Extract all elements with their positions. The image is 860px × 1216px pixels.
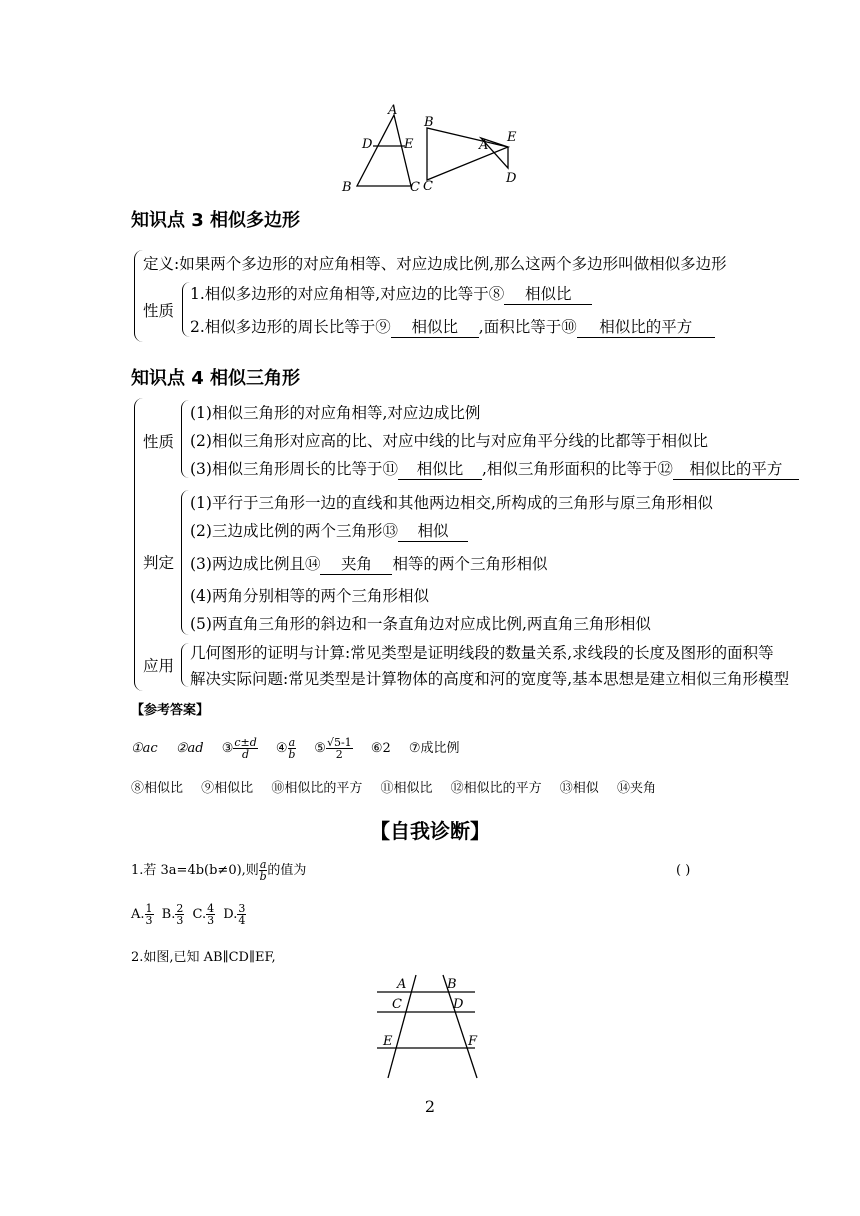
kp3-outer-brace: [134, 250, 143, 342]
kp3-property-1: [190, 282, 592, 305]
answers-row-2: [131, 777, 656, 796]
answer-1: ①ac: [131, 741, 158, 756]
kp4-property-brace: [181, 400, 189, 478]
label-b2: B: [424, 115, 434, 130]
answers-title: 【参考答案】: [131, 703, 210, 718]
figure-similar-triangles: [330, 100, 530, 200]
kp3-property-brace: [182, 282, 190, 337]
q1-choices: [131, 903, 246, 926]
answer-8: ⑧相似比: [131, 781, 184, 796]
kp4-judge-brace: [181, 490, 189, 635]
kp4-judge2-prefix: (2)三边成比例的两个三角形⑬: [190, 522, 398, 540]
answer-14: ⑭夹角: [616, 781, 656, 796]
fig2-label-c: C: [392, 997, 402, 1012]
answer-5: ⑤ $\frac{√5-1}{2}$: [314, 736, 352, 761]
q1-choice-d: D. $\frac{3}{4}$: [223, 902, 246, 927]
kp3-property-2: [190, 315, 715, 338]
q1-choice-c: C. $\frac{4}{3}$: [192, 902, 215, 927]
kp4-prop3-mid: ,相似三角形面积的比等于⑫: [481, 460, 673, 478]
kp4-prop3-blank1: 相似比: [398, 459, 482, 480]
fig2-label-f: F: [468, 1034, 478, 1049]
answer-4: ④ $\frac{a}{b}$: [275, 736, 296, 761]
kp4-judge-3: [190, 552, 547, 575]
kp4-judge-label: 判定: [143, 554, 175, 572]
answer-10: ⑩相似比的平方: [271, 781, 363, 796]
kp4-prop-2: (2)相似三角形对应高的比、对应中线的比与对应角平分线的比都等于相似比: [190, 432, 708, 450]
q1-fraction: $\frac{a}{b}$: [259, 858, 267, 883]
answer-7: ⑦成比例: [408, 741, 460, 756]
kp4-judge-4: (4)两角分别相等的两个三角形相似: [190, 587, 429, 605]
answer-13: ⑬相似: [559, 781, 599, 796]
kp4-apply-brace: [181, 643, 189, 687]
q1-choice-a: A. $\frac{1}{3}$: [131, 902, 153, 927]
kp4-prop3-prefix: (3)相似三角形周长的比等于⑪: [190, 460, 398, 478]
kp3-definition: 定义:如果两个多边形的对应角相等、对应边成比例,那么这两个多边形叫做相似多边形: [143, 255, 727, 273]
answer-6: ⑥2: [370, 741, 391, 756]
q1-answer-paren: ( ): [676, 863, 691, 878]
kp4-judge3-suffix: 相等的两个三角形相似: [392, 555, 548, 573]
answer-12: ⑫相似比的平方: [450, 781, 542, 796]
kp4-judge3-prefix: (3)两边成比例且⑭: [190, 555, 321, 573]
kp4-property-label: 性质: [143, 433, 175, 451]
kp4-judge-5: (5)两直角三角形的斜边和一条直角边对应成比例,两直角三角形相似: [190, 615, 651, 633]
kp4-judge3-blank: 夹角: [320, 554, 392, 575]
kp4-title: 知识点 4 相似三角形: [131, 368, 301, 389]
kp4-judge2-blank: 相似: [398, 521, 468, 542]
label-c2: C: [423, 179, 433, 194]
label-e: E: [404, 137, 414, 152]
answer-11: ⑪相似比: [380, 781, 433, 796]
label-b: B: [342, 180, 352, 195]
kp4-apply-1: 几何图形的证明与计算:常见类型是证明线段的数量关系,求线段的长度及图形的面积等: [190, 644, 774, 662]
kp3-p2-prefix: 2.相似多边形的周长比等于⑨: [190, 318, 391, 336]
kp4-apply-2: 解决实际问题:常见类型是计算物体的高度和河的宽度等,基本思想是建立相似三角形模型: [190, 670, 790, 688]
label-d2: D: [506, 171, 517, 186]
kp3-p1-prefix: 1.相似多边形的对应角相等,对应边的比等于⑧: [190, 285, 505, 303]
label-a: A: [388, 103, 398, 118]
diagnosis-title: 【自我诊断】: [370, 819, 490, 843]
answer-2: ②ad: [175, 741, 204, 756]
question-1: [131, 859, 306, 882]
figure-parallel-lines: [355, 970, 495, 1082]
label-c: C: [410, 180, 420, 195]
kp4-prop3-blank2: 相似比的平方: [673, 459, 799, 480]
q1-prefix: 1.若 3a=4b(b≠0),则: [131, 863, 259, 878]
page-number: 2: [424, 1097, 436, 1116]
kp3-p2-blank2: 相似比的平方: [577, 317, 715, 338]
label-d: D: [362, 137, 373, 152]
answers-row-1: [131, 737, 460, 760]
fig2-label-d: D: [453, 997, 464, 1012]
q1-choice-b: B. $\frac{2}{3}$: [161, 902, 184, 927]
answer-9: ⑨相似比: [201, 781, 254, 796]
kp3-p2-mid: ,面积比等于⑩: [478, 318, 577, 336]
kp3-property-label: 性质: [143, 302, 175, 320]
label-a2: A: [479, 138, 489, 153]
answer-3: ③ $\frac{c\pm d}{d}$: [221, 736, 257, 761]
kp3-p2-blank1: 相似比: [391, 317, 479, 338]
kp3-title: 知识点 3 相似多边形: [131, 210, 301, 231]
fig2-label-b: B: [447, 977, 457, 992]
question-2: 2.如图,已知 AB∥CD∥EF,: [131, 950, 276, 965]
label-e2: E: [507, 130, 517, 145]
kp3-p1-blank: 相似比: [504, 284, 592, 305]
fig2-label-a: A: [397, 977, 407, 992]
fig2-label-e: E: [383, 1034, 393, 1049]
kp4-prop-1: (1)相似三角形的对应角相等,对应边成比例: [190, 404, 481, 422]
kp4-apply-label: 应用: [143, 657, 175, 675]
kp4-judge-1: (1)平行于三角形一边的直线和其他两边相交,所构成的三角形与原三角形相似: [190, 494, 713, 512]
kp4-judge-2: [190, 519, 468, 542]
kp4-outer-brace: [134, 398, 143, 691]
kp4-prop-3: [190, 457, 799, 480]
q1-suffix: 的值为: [267, 863, 307, 878]
